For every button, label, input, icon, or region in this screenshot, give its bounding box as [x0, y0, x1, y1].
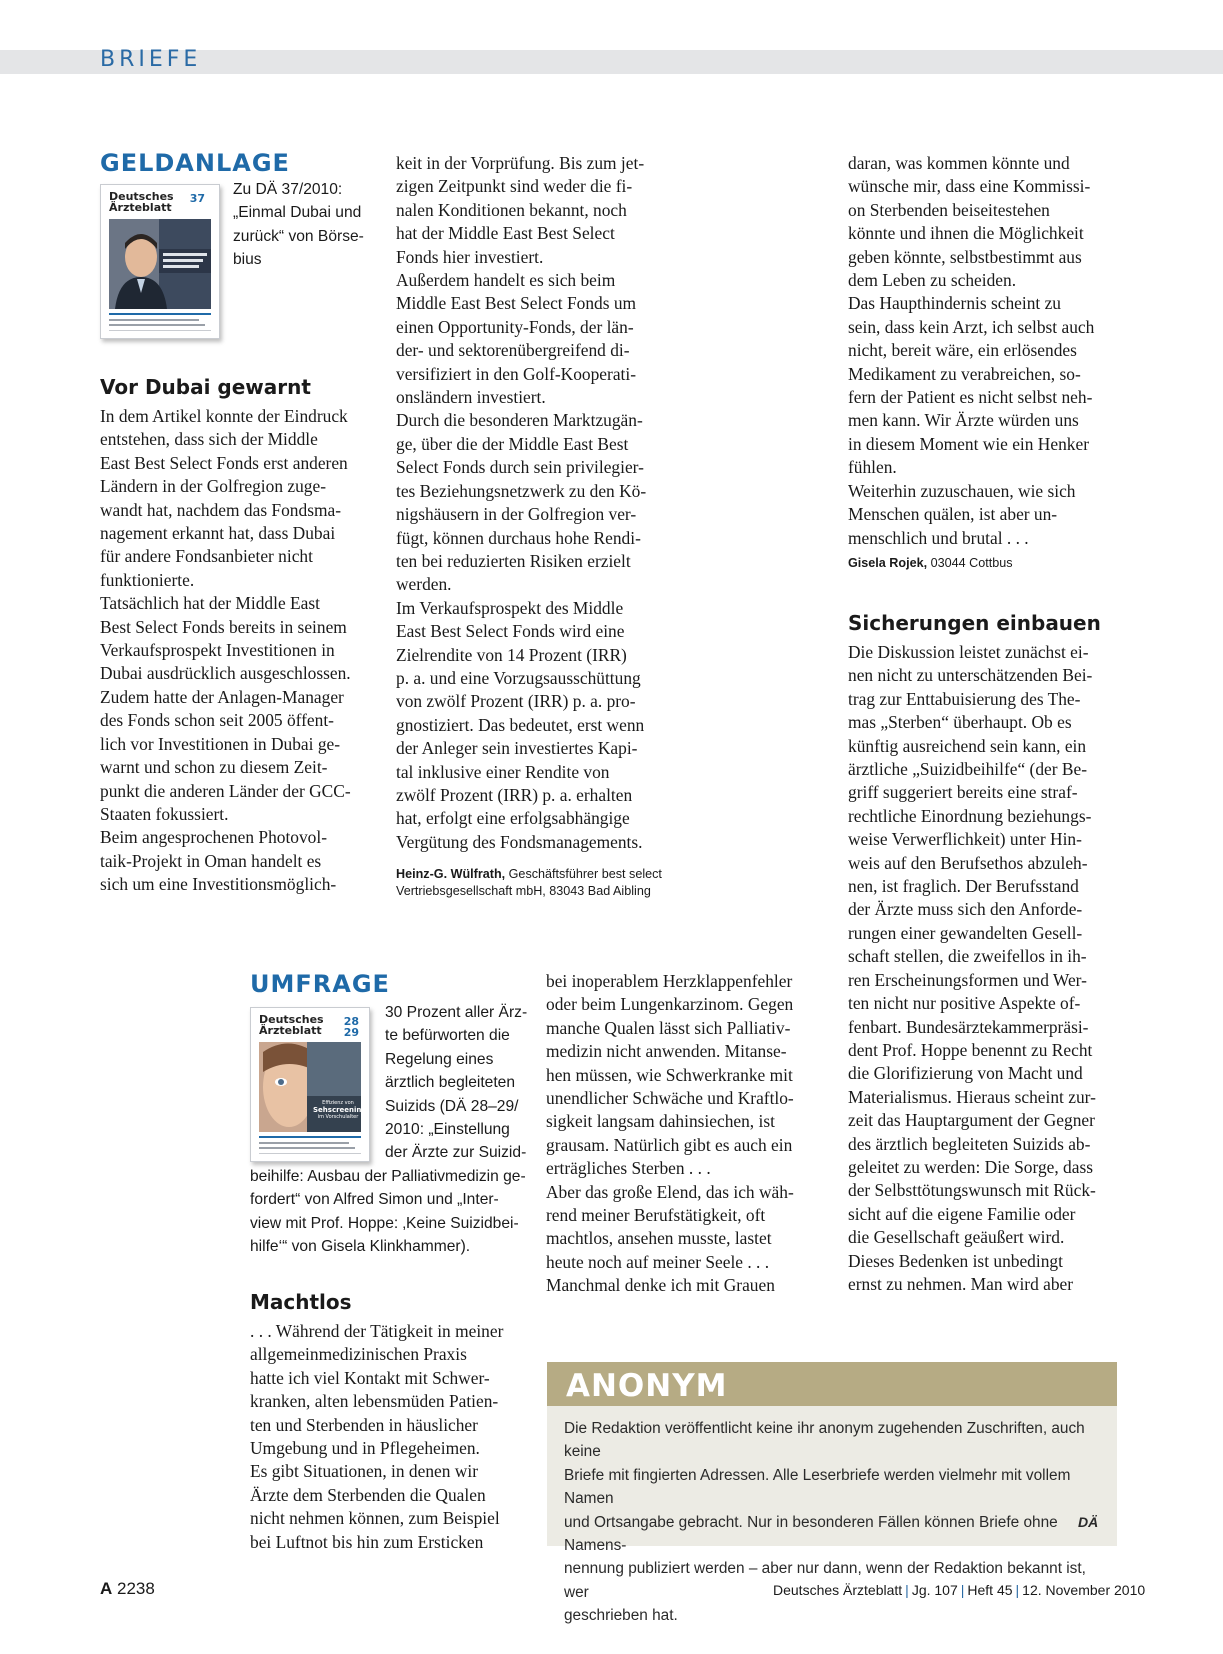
rubric-geldanlage: GELDANLAGE	[100, 149, 290, 177]
author-name: Gisela Rojek,	[848, 556, 928, 570]
anonym-box-title: ANONYM	[566, 1368, 728, 1404]
letter1-column-2: keit in der Vorprüfung. Bis zum jet- zigen Zeitpunkt sind weder die fi- nalen Konditionen bekannt, noch hat der Middle East Best Select Fonds hier investiert. Außerdem handelt es sich beim Middle East Best Select Fonds um einen Opportunity-Fonds, der län- der- und sektorenübergreifend di- versifiziert in den Golf-Kooperati- onsländern investiert. Durch die besonderen Marktzugän- ge, über die der Middle East Best Select Fonds durch sein privilegier- tes Beziehungsnetzwerk zu den Kö- nigshäusern in der Golfregion ver- fügt, können durchaus hohe Rendi- ten bei reduzierten Risiken erzielt werden. Im Verkaufsprospekt des Middle East Best Select Fonds wird eine Zielrendite von 14 Prozent (IRR) p. a. und eine Vorzugsausschüttung von zwölf Prozent (IRR) p. a. pro- gnostiziert. Das bedeutet, erst wenn der Anleger sein investiertes Kapi- tal inklusive einer Rendite von zwölf Prozent (IRR) p. a. erhalten hat, erfolgt eine erfolgsabhängige Vergütung des Fondsmanagements.	[396, 153, 647, 852]
cover-issue-number: 28 29	[343, 1015, 359, 1039]
anonym-box-text: Die Redaktion veröffentlicht keine ihr anonym zugehenden Zuschriften, auch keine Briefe mit fingierten Adressen. Alle Leserbriefe werden vielmehr mit vollem Namen und Ortsangabe gebracht. Nur in besonderen Fällen können Briefe ohne Namens- nennung publiziert werden – aber nur dann, wenn der Redaktion bekannt ist, wer geschrieben hat.	[564, 1420, 1086, 1625]
section-label: BRIEFE	[100, 47, 202, 72]
letter1-column-1: In dem Artikel konnte der Eindruck entstehen, dass sich der Middle East Best Select Fonds erst anderen Ländern in der Golfregion zuge- wandt hat, nachdem das Fondsma- nagement erkannt hat, dass Dubai für andere Fondsanbieter nicht funktionierte. Tatsächlich hat der Middle East Best Select Fonds bereits in seinem Verkaufsprospekt Investitionen in Dubai ausdrücklich ausgeschlossen. Zudem hatte der Anlagen-Manager des Fonds schon seit 2005 öffent- lich vor Investitionen in Dubai ge- warnt und schon zu diesem Zeit- punkt die anderen Länder der GCC- Staaten fokussiert. Beim angesprochenen Photovol- taik-Projekt in Oman handelt es sich um eine Investitionsmöglich-	[100, 406, 351, 895]
letter2-signature: Gisela Rojek, 03044 Cottbus	[848, 556, 1013, 570]
page-number: A 2238	[100, 1579, 155, 1598]
letter2-column-1: . . . Während der Tätigkeit in meiner allgemeinmedizinischen Praxis hatte ich viel Kontakt mit Schwer- kranken, alten lebensmüden Patien- ten und Sterbenden in häuslicher Umgebung und in Pflegeheimen. Es gibt Situationen, in denen wir Ärzte dem Sterbenden die Qualen nicht nehmen können, zum Beispiel bei Luftnot bis hin zum Ersticken	[250, 1321, 504, 1552]
headline-sicherungen-einbauen: Sicherungen einbauen	[848, 611, 1101, 635]
cover-title: Effizienz von Sehscreening im Vorschulalter	[313, 1100, 367, 1120]
letter2-column-2: bei inoperablem Herzklappenfehler oder beim Lungenkarzinom. Gegen manche Qualen lässt sich Palliativ- medizin nicht anwenden. Mitanse- hen müssen, wie Schwerkranke mit unendlicher Schwäche und Kraftlo- sigkeit langsam dahinsiechen, ist grausam. Natürlich gibt es auch ein erträgliches Sterben . . . Aber das große Elend, das ich wäh- rend meiner Berufstätigkeit, oft machtlos, ansehen musste, lastet heute noch auf meiner Seele . . . Manchmal denke ich mit Grauen	[546, 971, 794, 1296]
rubric-umfrage: UMFRAGE	[250, 970, 390, 998]
footer-volume: Jg. 107	[911, 1582, 958, 1598]
anonym-box-tag: DÄ	[1078, 1514, 1099, 1530]
magazine-cover-28-29	[250, 1007, 370, 1162]
letter1-signature: Heinz-G. Wülfrath, Geschäftsführer best select Vertriebsgesellschaft mbH, 83043 Bad Aibling	[396, 867, 662, 898]
author-name: Heinz-G. Wülfrath,	[396, 867, 506, 881]
intro-umfrage-beside-cover: 30 Prozent aller Ärz- te befürworten die Regelung eines ärztlich begleiteten Suizids (DÄ 28–29/ 2010: „Einstellung der Ärzte zur Suizid-	[385, 1004, 528, 1162]
cover-masthead: Deutsches Ärzteblatt	[109, 190, 174, 214]
cover-photo-portrait	[109, 219, 211, 309]
footer-date: 12. November 2010	[1022, 1582, 1146, 1598]
footer-journal: Deutsches Ärzteblatt	[773, 1582, 903, 1598]
headline-machtlos: Machtlos	[250, 1290, 352, 1314]
intro-umfrage-continued: beihilfe: Ausbau der Palliativmedizin ge- fordert“ von Alfred Simon und „Inter- view mit Prof. Hoppe: ‚Keine Suizidbei- hilfe‘“ von Gisela Klinkhammer).	[250, 1168, 526, 1256]
intro-geldanlage: Zu DÄ 37/2010: „Einmal Dubai und zurück“ von Börse- bius	[233, 181, 364, 269]
headline-vor-dubai-gewarnt: Vor Dubai gewarnt	[100, 375, 311, 399]
cover-masthead: Deutsches Ärzteblatt	[259, 1013, 324, 1037]
letter2-column-3: daran, was kommen könnte und wünsche mir, dass eine Kommissi- on Sterbenden beiseitestehen könnte und ihnen die Möglichkeit geben könnte, selbstbestimmt aus dem Leben zu scheiden. Das Haupthindernis scheint zu sein, dass kein Arzt, ich selbst auch nicht, bereit wäre, ein erlösendes Medikament zu verabreichen, so- fern der Patient es nicht selbst neh- men kann. Wir Ärzte würden uns in diesem Moment wie ein Henker fühlen. Weiterhin zuzuschauen, wie sich Menschen quälen, ist aber un- menschlich und brutal . . .	[848, 153, 1095, 548]
footer-issue: Heft 45	[967, 1582, 1013, 1598]
cover-issue-number: 37	[189, 192, 205, 205]
letter3-column: Die Diskussion leistet zunächst ei- nen nicht zu unterschätzenden Bei- trag zur Enttabuisierung des The- mas „Sterben“ überhaupt. Ob es künftig ausreichend sein kann, ein ärztliche „Suizidbeihilfe“ (der Be- griff suggeriert bereits eine straf- rechtliche Einordnung beziehungs- weise Verwerflichkeit) unter Hin- weis auf den Berufsethos abzuleh- nen, ist fraglich. Der Berufsstand der Ärzte muss sich den Anforde- rungen einer gewandelten Gesell- schaft stellen, die zweifellos in ih- ren Erscheinungsformen und Wer- ten nicht nur positive Aspekte of- fenbart. Bundesärztekammerpräsi- dent Prof. Hoppe benennt zu Recht die Glorifizierung von Macht und Materialismus. Hieraus scheint zur- zeit das Hauptargument der Gegner des ärztlich begleiteten Suizids ab- geleitet zu werden: Die Sorge, dass der Selbsttötungswunsch mit Rück- sicht auf die eigene Familie oder die Gesellschaft geäußert wird. Dieses Bedenken ist unbedingt ernst zu nehmen. Man wird aber	[848, 642, 1096, 1294]
magazine-cover-37	[100, 184, 220, 339]
footer-publication-info: Deutsches Ärzteblatt | Jg. 107 | Heft 45 | 12. November 2010	[773, 1582, 1146, 1598]
